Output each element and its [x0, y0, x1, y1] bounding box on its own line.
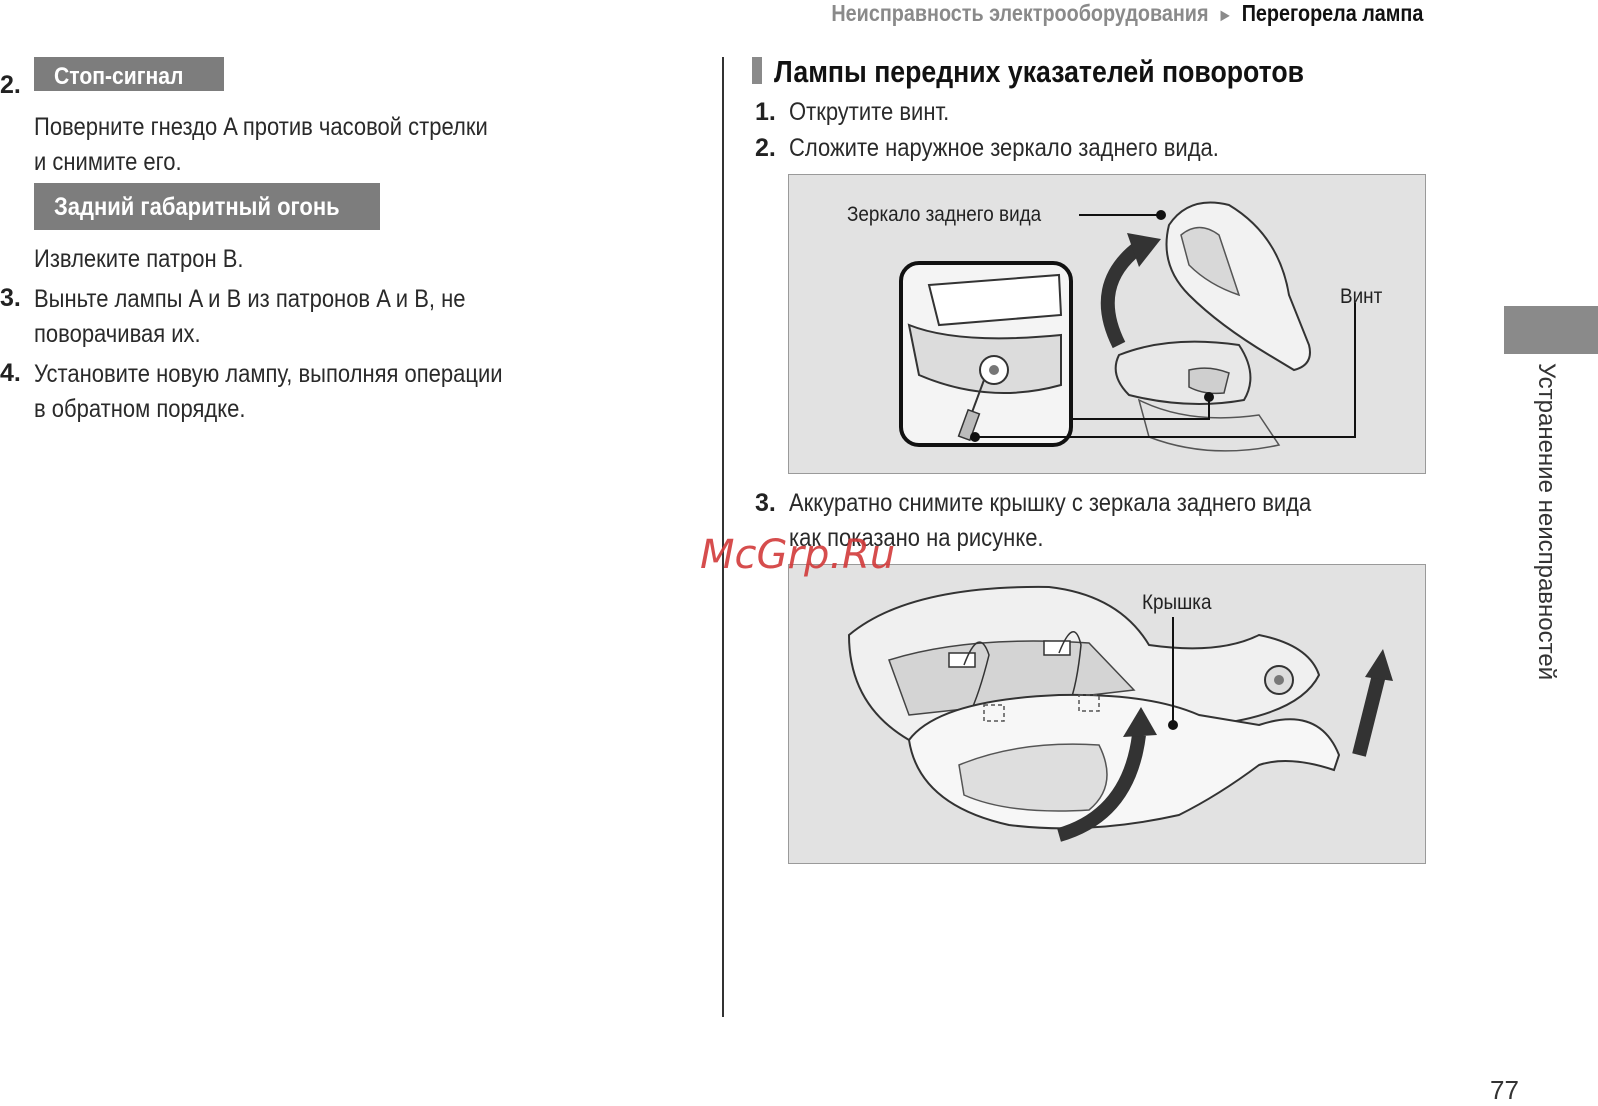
- step-4-line-1: Установите новую лампу, выполняя операции: [34, 360, 503, 388]
- cover-label: Крышка: [1142, 591, 1212, 614]
- tail-instruction: Извлеките патрон B.: [34, 245, 244, 273]
- tag-stop-signal-label: Стоп-сигнал: [54, 63, 184, 90]
- section-title: Лампы передних указателей поворотов: [774, 54, 1305, 89]
- step-2-number: 2.: [0, 71, 21, 99]
- watermark: McGrp.Ru: [700, 532, 896, 578]
- page-number: 77: [1490, 1075, 1519, 1105]
- step-3-number: 3.: [0, 284, 21, 312]
- right-step-2-text: Сложите наружное зеркало заднего вида.: [789, 134, 1219, 162]
- tag-stop-signal: [34, 57, 224, 91]
- chapter-tab: [1504, 306, 1598, 354]
- screw-label: Винт: [1340, 285, 1383, 308]
- right-step-1-text: Открутите винт.: [789, 98, 950, 126]
- tag-tail-light: [34, 183, 380, 230]
- right-step-2-number: 2.: [755, 134, 776, 162]
- tag-tail-light-label: Задний габаритный огонь: [54, 193, 340, 221]
- right-step-3-number: 3.: [755, 489, 776, 517]
- stop-instruction-line-1: Поверните гнездо A против часовой стрелки: [34, 113, 488, 141]
- mirror-label: Зеркало заднего вида: [847, 203, 1042, 226]
- breadcrumb-topic: Перегорела лампа: [1241, 0, 1423, 26]
- figure-cover-removal: [788, 564, 1426, 864]
- chapter-tab-label: Устранение неисправностей: [1533, 363, 1560, 681]
- cover-removal-illustration: [789, 565, 1425, 863]
- right-step-1-number: 1.: [755, 98, 776, 126]
- right-step-3-line-1: Аккуратно снимите крышку с зеркала заднего вида: [789, 489, 1312, 517]
- step-4-line-2: в обратном порядке.: [34, 395, 246, 423]
- section-marker: [752, 57, 762, 84]
- breadcrumb: [831, 0, 1423, 27]
- figure-mirror-fold: [788, 174, 1426, 474]
- step-3-line-2: поворачивая их.: [34, 320, 201, 348]
- breadcrumb-arrow-icon: ►: [1217, 5, 1233, 25]
- step-3-line-1: Выньте лампы A и B из патронов A и B, не: [34, 285, 466, 313]
- stop-instruction-line-2: и снимите его.: [34, 148, 182, 176]
- right-step-3-line-2: как показано на рисунке.: [789, 524, 1044, 552]
- breadcrumb-section: Неисправность электрооборудования: [830, 0, 1209, 26]
- step-4-number: 4.: [0, 359, 21, 387]
